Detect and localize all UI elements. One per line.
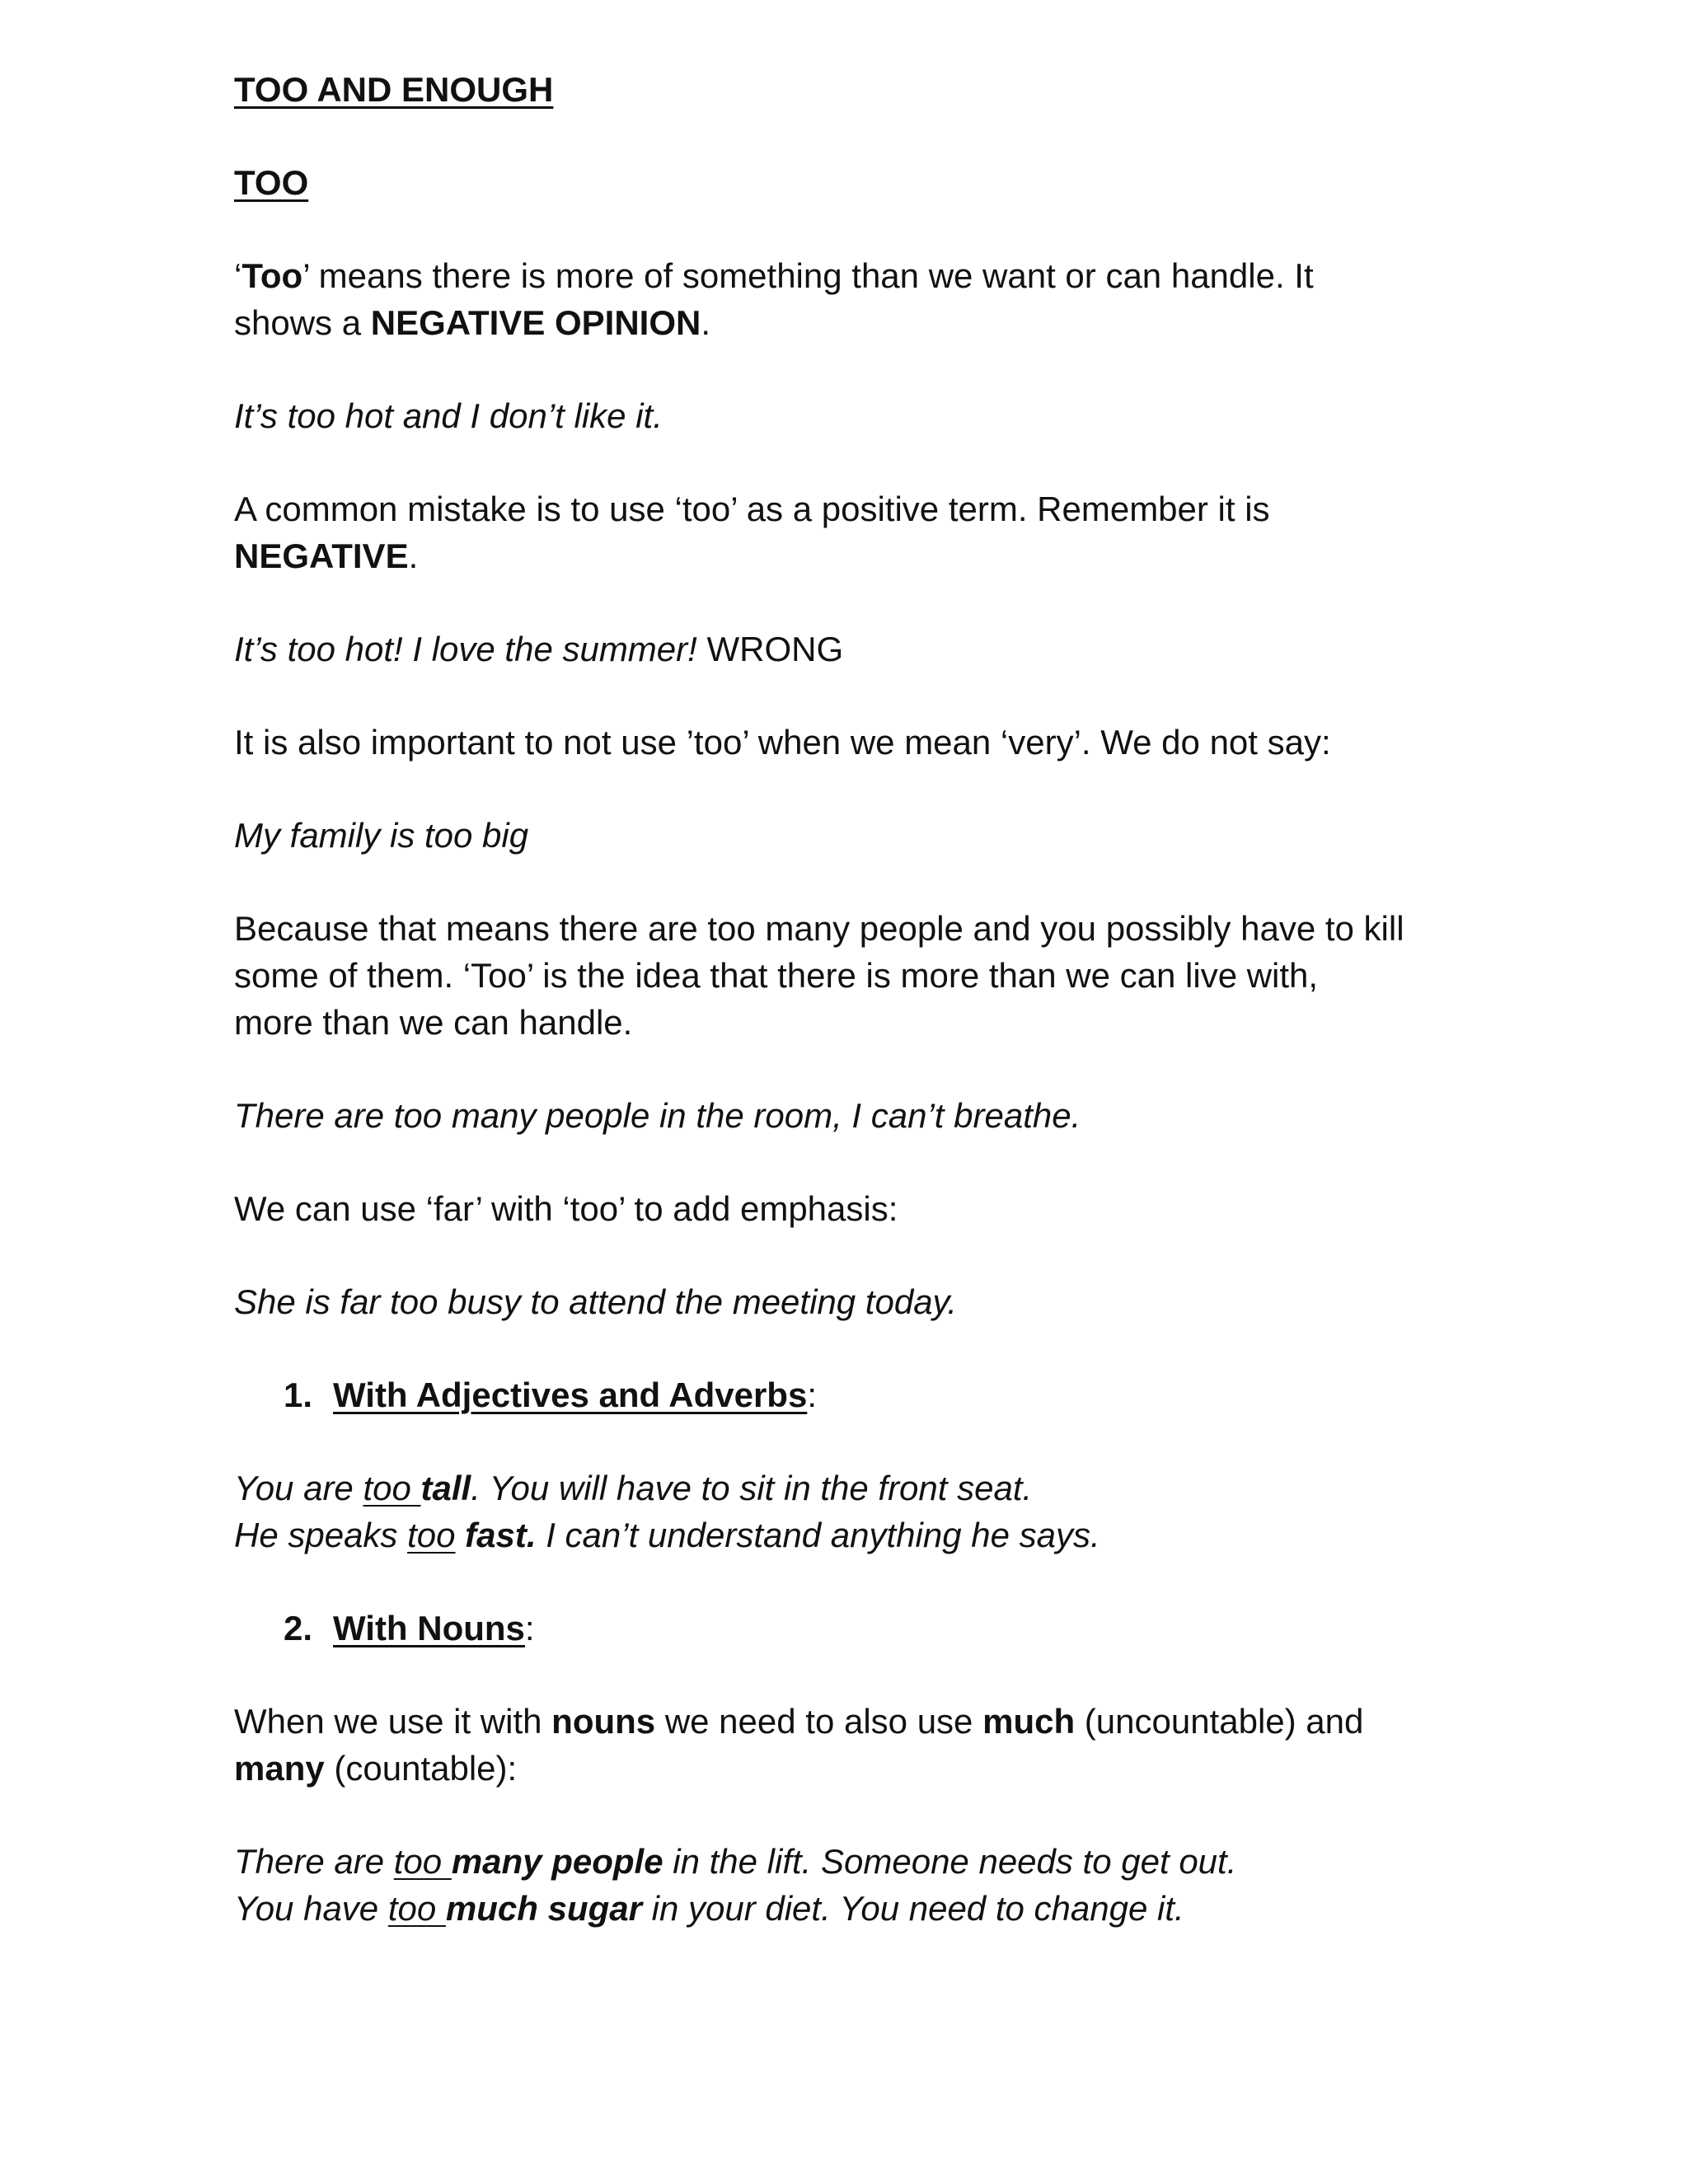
section-heading-too: TOO bbox=[234, 163, 309, 202]
paragraph-definition-line1: ‘Too’ means there is more of something than we want or can handle. It bbox=[234, 256, 1314, 295]
list-item-adjectives-adverbs: 1. With Adjectives and Adverbs: bbox=[234, 1371, 1470, 1418]
list-title: With Adjectives and Adverbs bbox=[333, 1376, 808, 1414]
example-sentence: He speaks too fast. I can’t understand anything he says. bbox=[234, 1516, 1100, 1554]
example-sentence: It’s too hot and I don’t like it. bbox=[234, 396, 663, 435]
example-sentence: There are too many people in the room, I can’t breathe. bbox=[234, 1096, 1081, 1135]
example-sentence: She is far too busy to attend the meeting today. bbox=[234, 1282, 958, 1321]
example-wrong: It’s too hot! I love the summer! WRONG bbox=[234, 630, 844, 668]
paragraph-nouns-line2: many (countable): bbox=[234, 1749, 518, 1788]
example-sentence: My family is too big bbox=[234, 816, 529, 855]
example-sentence: There are too many people in the lift. Someone needs to get out. bbox=[234, 1842, 1237, 1881]
list-number: 1. bbox=[284, 1376, 313, 1414]
negative-emphasis: NEGATIVE bbox=[234, 537, 409, 575]
paragraph-explanation-line1: Because that means there are too many people and you possibly have to kill bbox=[234, 909, 1404, 948]
paragraph-common-mistake-line2: NEGATIVE. bbox=[234, 537, 419, 575]
list-number: 2. bbox=[284, 1609, 313, 1647]
paragraph-far-emphasis: We can use ‘far’ with ‘too’ to add emphasis: bbox=[234, 1189, 898, 1228]
paragraph-nouns-line1: When we use it with nouns we need to also use much (uncountable) and bbox=[234, 1702, 1364, 1741]
paragraph-very: It is also important to not use ’too’ when we mean ‘very’. We do not say: bbox=[234, 723, 1331, 762]
example-sentence: You are too tall. You will have to sit in the front seat. bbox=[234, 1469, 1033, 1507]
document-page bbox=[234, 66, 1470, 1932]
negative-opinion-emphasis: NEGATIVE OPINION bbox=[370, 303, 701, 342]
wrong-label: WRONG bbox=[696, 630, 844, 668]
example-sentence: You have too much sugar in your diet. You need to change it. bbox=[234, 1889, 1184, 1928]
list-item-nouns: 2. With Nouns: bbox=[234, 1605, 1470, 1652]
paragraph-definition-line2: shows a NEGATIVE OPINION. bbox=[234, 303, 711, 342]
paragraph-explanation-line3: more than we can handle. bbox=[234, 1003, 633, 1042]
document-title: TOO AND ENOUGH bbox=[234, 70, 554, 109]
paragraph-explanation-line2: some of them. ‘Too’ is the idea that there is more than we can live with, bbox=[234, 956, 1319, 995]
term-too: Too bbox=[241, 256, 303, 295]
paragraph-common-mistake-line1: A common mistake is to use ‘too’ as a positive term. Remember it is bbox=[234, 490, 1270, 528]
list-title: With Nouns bbox=[333, 1609, 525, 1647]
